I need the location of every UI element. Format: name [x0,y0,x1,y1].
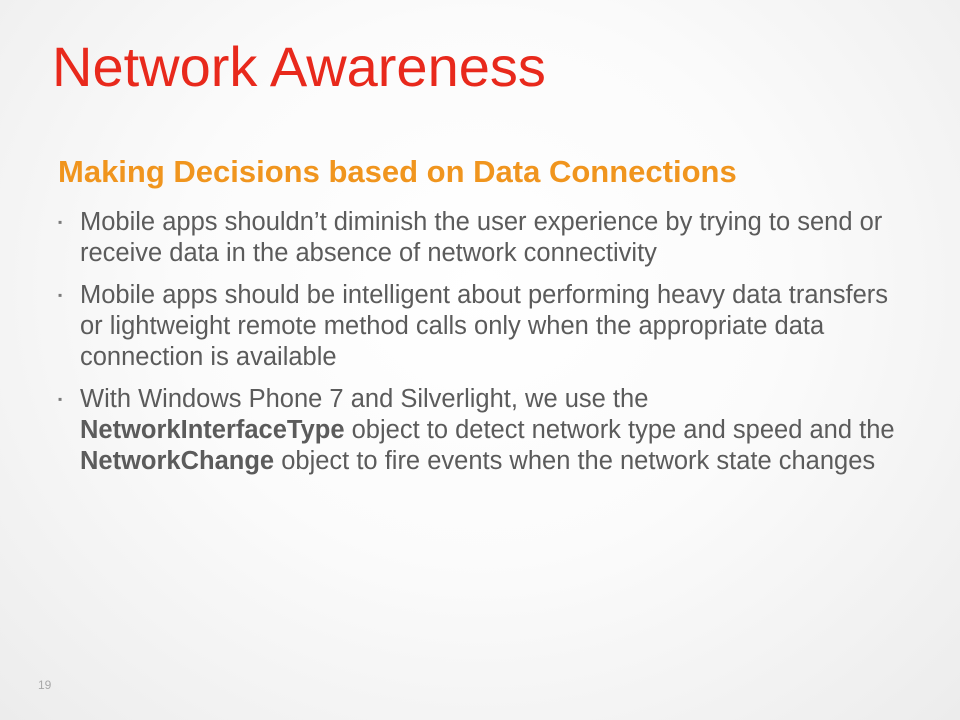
slide-subtitle: Making Decisions based on Data Connections [58,154,737,189]
bullet-text-segment: object to fire events when the network state changes [274,447,876,475]
bullet-square-icon: ▪ [58,392,63,406]
bullet-item [58,384,908,477]
bullet-item [58,280,908,373]
bullet-text: Mobile apps should be intelligent about performing heavy data transfers or lightweight remote method calls only when the appropriate data connection is available [80,281,888,371]
bullet-text [80,385,895,475]
bullet-square-icon: ▪ [58,288,63,302]
bullet-square-icon: ▪ [58,215,63,229]
bullet-list [58,207,908,488]
slide-number: 19 [38,678,52,692]
bullet-text-segment: object to detect network type and speed and the [344,416,895,444]
networkchange-term: NetworkChange [80,447,275,475]
bullet-item [58,207,908,269]
bullet-text: Mobile apps shouldn’t diminish the user experience by trying to send or receive data in the absence of network connectivity [80,208,883,267]
networkinterfacetype-term: NetworkInterfaceType [80,416,345,444]
slide-title: Network Awareness [52,35,546,98]
bullet-text-segment: With Windows Phone 7 and Silverlight, we use the [80,385,649,413]
